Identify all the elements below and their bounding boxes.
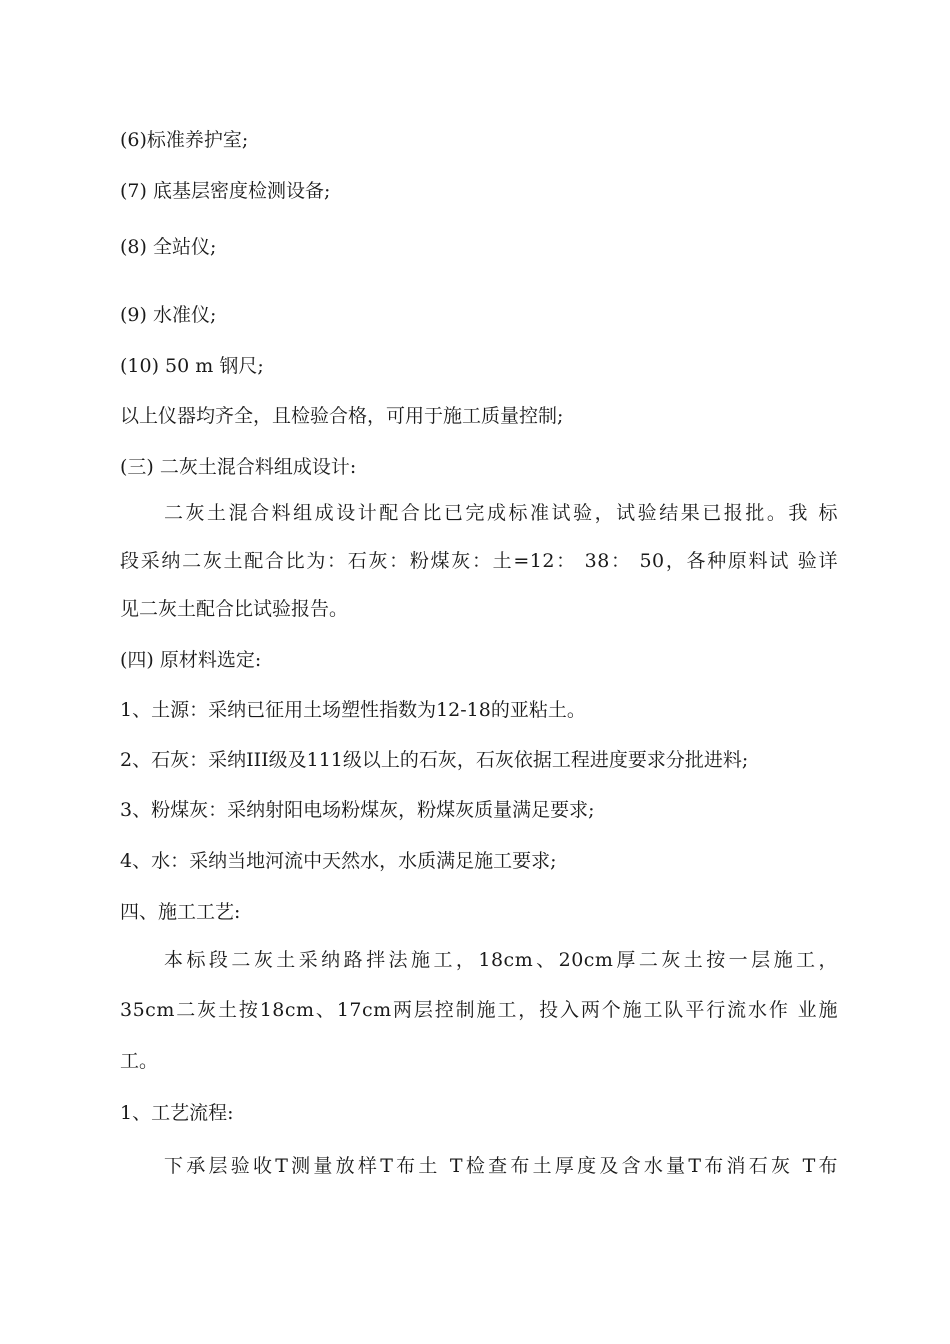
equipment-item-10: (10) 50 m 钢尺; [120, 355, 264, 377]
equipment-item-7: (7) 底基层密度检测设备; [120, 180, 331, 202]
material-item-soil: 1、土源：采纳已征用土场塑性指数为12-18的亚粘土。 [120, 699, 586, 721]
section-heading-materials: (四) 原材料选定: [120, 649, 262, 671]
equipment-summary: 以上仪器均齐全，且检验合格，可用于施工质量控制; [120, 405, 564, 427]
section-heading-mix-design: (三) 二灰土混合料组成设计: [120, 456, 357, 478]
mix-design-paragraph-line-3: 见二灰土配合比试验报告。 [120, 598, 349, 620]
mix-design-paragraph-line-1: 二灰土混合料组成设计配合比已完成标准试验，试验结果已报批。我 标 [164, 502, 838, 524]
subheading-workflow: 1、工艺流程: [120, 1102, 234, 1124]
workflow-paragraph-line-1: 下承层验收T测量放样T布土 T检查布土厚度及含水量T布消石灰 T布 [164, 1155, 838, 1177]
process-paragraph-line-1: 本标段二灰土采纳路拌法施工，18cm、20cm厚二灰土按一层施工， [164, 949, 838, 971]
section-heading-process: 四、施工工艺: [120, 901, 241, 923]
equipment-item-8: (8) 全站仪; [120, 236, 217, 258]
process-paragraph-line-3: 工。 [120, 1050, 159, 1072]
material-item-lime: 2、石灰：采纳III级及111级以上的石灰，石灰依据工程进度要求分批进料; [120, 749, 749, 771]
equipment-item-6: (6)标准养护室; [120, 129, 249, 151]
mix-design-paragraph-line-2: 段采纳二灰土配合比为：石灰：粉煤灰：土=12： 38： 50，各种原料试 验详 [120, 550, 838, 572]
material-item-water: 4、水：采纳当地河流中天然水，水质满足施工要求; [120, 850, 557, 872]
material-item-fly-ash: 3、粉煤灰：采纳射阳电场粉煤灰，粉煤灰质量满足要求; [120, 799, 595, 821]
process-paragraph-line-2: 35cm二灰土按18cm、17cm两层控制施工，投入两个施工队平行流水作 业施 [120, 999, 838, 1021]
equipment-item-9: (9) 水准仪; [120, 304, 217, 326]
